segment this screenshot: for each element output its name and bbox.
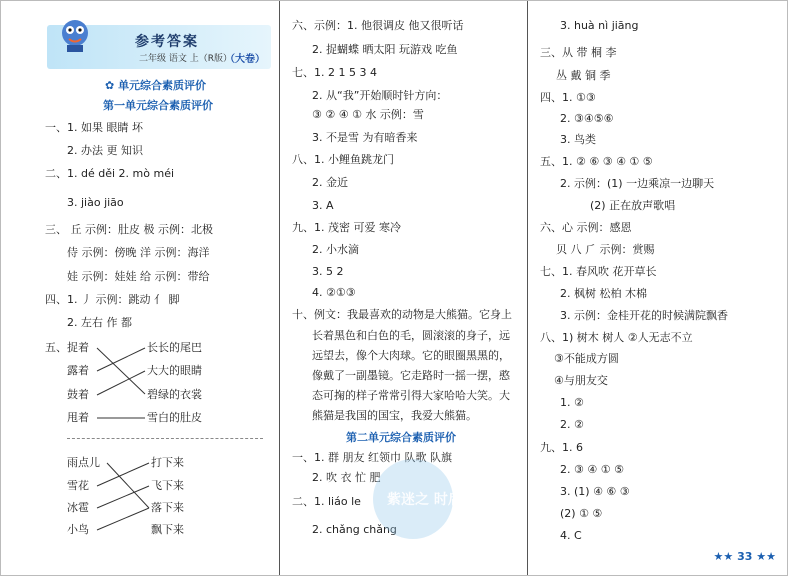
answer-line: 四、1. ①③ — [540, 91, 596, 104]
answer-line: 九、1. 茂密 可爱 寒冷 — [292, 221, 401, 234]
essay-line: 十、例文：我最喜欢的动物是大熊猫。它身上 — [292, 308, 512, 321]
answer-line: 三、从 带 桐 李 — [540, 46, 617, 59]
section-heading-main: ✿ 单元综合素质评价 — [105, 79, 207, 92]
match1-left-2: 鼓着 — [67, 388, 89, 401]
answer-line: 3. 不是雪 为有暗香来 — [312, 131, 418, 144]
answer-line: 3. 鸟类 — [560, 133, 596, 146]
answer-line: 侍 示例：傍晚 洋 示例：海洋 — [67, 246, 210, 259]
answer-line: 1. ② — [560, 396, 584, 409]
answer-line: ④与朋友交 — [554, 374, 608, 387]
match1-right-2: 碧绿的衣裳 — [147, 388, 202, 401]
answer-line: 贝 八 ⺁ 示例：赏赐 — [556, 243, 655, 256]
match2-left-1: 雪花 — [67, 479, 89, 492]
answer-line: 娃 示例：娃娃 给 示例：带给 — [67, 270, 210, 283]
answer-line: 一、1. 如果 眼睛 坏 — [45, 121, 143, 134]
answer-line: 七、1. 2 1 5 3 4 — [292, 66, 377, 79]
answer-line: 2. 从“我”开始顺时针方向： — [312, 89, 448, 102]
match2-left-0: 雨点儿 — [67, 456, 100, 469]
answer-line: (2) 正在放声歌唱 — [590, 199, 676, 212]
answer-line: 丛 戴 铜 季 — [556, 69, 611, 82]
watermark-text: 紫迷之 时启 — [387, 492, 462, 508]
answer-line: (2) ① ⑤ — [560, 507, 603, 520]
match2-right-1: 飞下来 — [151, 479, 184, 492]
match1-right-1: 大大的眼睛 — [147, 364, 202, 377]
match1-left-0: 捉着 — [67, 341, 89, 354]
answer-line: 二、1. liáo le — [292, 495, 361, 508]
answer-line: 3. jiào jiāo — [67, 196, 124, 209]
star-icon: ★★ — [713, 550, 734, 563]
answer-line: 八、1. 小鲤鱼跳龙门 — [292, 153, 394, 166]
essay-line: 态可掬的样子常常引得大家哈哈大笑。大 — [312, 389, 510, 402]
answer-line: 七、1. 春风吹 花开草长 — [540, 265, 657, 278]
match-section-label: 五、 — [45, 341, 67, 354]
answer-line: 九、1. 6 — [540, 441, 583, 454]
match2-right-3: 飘下来 — [151, 523, 184, 536]
answer-line: 4. C — [560, 529, 582, 542]
grade-subtitle: 二年级 语文 上（R版） — [139, 54, 232, 64]
answer-line: 3. huà nì jiāng — [560, 19, 639, 32]
page-number: ★★ 33 ★★ — [713, 550, 776, 563]
answer-line: 2. 吹 衣 忙 肥 — [312, 471, 381, 484]
match2-right-2: 落下来 — [151, 501, 184, 514]
answer-line: 2. 示例：(1) 一边乘凉一边聊天 — [560, 177, 715, 190]
answer-line: 2. 办法 更 知识 — [67, 144, 143, 157]
answer-line: 3. A — [312, 199, 334, 212]
answer-line: 4. ②①③ — [312, 286, 356, 299]
answer-line: 四、1. 丿 示例：跳动 ⺅ 脚 — [45, 293, 180, 306]
section-heading-unit2: 第二单元综合素质评价 — [346, 431, 456, 444]
answer-line: 六、示例：1. 他很调皮 他又很听话 — [292, 19, 464, 32]
match2-right-0: 打下来 — [151, 456, 184, 469]
column-left — [1, 1, 279, 575]
match2-left-2: 冰雹 — [67, 501, 89, 514]
essay-line: 远望去，像个大肉球。它的眼圈黑黑的， — [312, 349, 510, 362]
edition-tag: （大卷） — [225, 54, 265, 65]
essay-line: 像戴了一副墨镜。它走路时一摇一摆，憨 — [312, 369, 510, 382]
essay-line: 长着黑色和白色的毛，圆滚滚的身子，远 — [312, 329, 510, 342]
answer-line: 六、心 示例：感恩 — [540, 221, 632, 234]
answer-line: 二、1. dé děi 2. mò méi — [45, 167, 175, 180]
match1-left-3: 甩着 — [67, 411, 89, 424]
answer-line: 3. 5 2 — [312, 265, 344, 278]
matching-lines — [1, 1, 279, 577]
answer-line: 3. 示例：金桂开花的时候满院飘香 — [560, 309, 728, 322]
answer-line: 三、 丘 示例：肚皮 极 示例：北极 — [45, 223, 213, 236]
column-right — [527, 1, 790, 575]
page-title: 参考答案 — [135, 34, 199, 50]
answer-line: 2. ③④⑤⑥ — [560, 112, 614, 125]
answer-line: 五、1. ② ⑥ ③ ④ ① ⑤ — [540, 155, 653, 168]
answer-line: 2. 左右 作 都 — [67, 316, 132, 329]
match1-right-0: 长长的尾巴 — [147, 341, 202, 354]
essay-line: 熊猫是我国的国宝，我爱大熊猫。 — [312, 409, 477, 422]
answer-line: ③ ② ④ ① 水 示例：雪 — [312, 108, 424, 121]
match1-right-3: 雪白的肚皮 — [147, 411, 202, 424]
answer-line: 2. 枫树 松柏 木棉 — [560, 287, 647, 300]
answer-line: 2. 金近 — [312, 176, 348, 189]
answer-line: 3. (1) ④ ⑥ ③ — [560, 485, 630, 498]
answer-line: 2. 捉蝴蝶 晒太阳 玩游戏 吃鱼 — [312, 43, 458, 56]
section-heading-unit1: 第一单元综合素质评价 — [103, 99, 213, 112]
answer-line: 一、1. 群 朋友 红领巾 队歌 队旗 — [292, 451, 452, 464]
flower-icon: ✿ — [105, 79, 115, 92]
answer-line: 2. chǎng chǎng — [312, 523, 397, 536]
answer-line: 2. ③ ④ ① ⑤ — [560, 463, 624, 476]
answer-line: 2. ② — [560, 418, 584, 431]
answer-line: ③不能成方圆 — [554, 352, 619, 365]
answer-line: 2. 小水滴 — [312, 243, 359, 256]
answer-line: 八、1) 树木 树人 ②人无志不立 — [540, 331, 693, 344]
match1-left-1: 露着 — [67, 364, 89, 377]
match2-left-3: 小鸟 — [67, 523, 89, 536]
star-icon: ★★ — [756, 550, 776, 563]
